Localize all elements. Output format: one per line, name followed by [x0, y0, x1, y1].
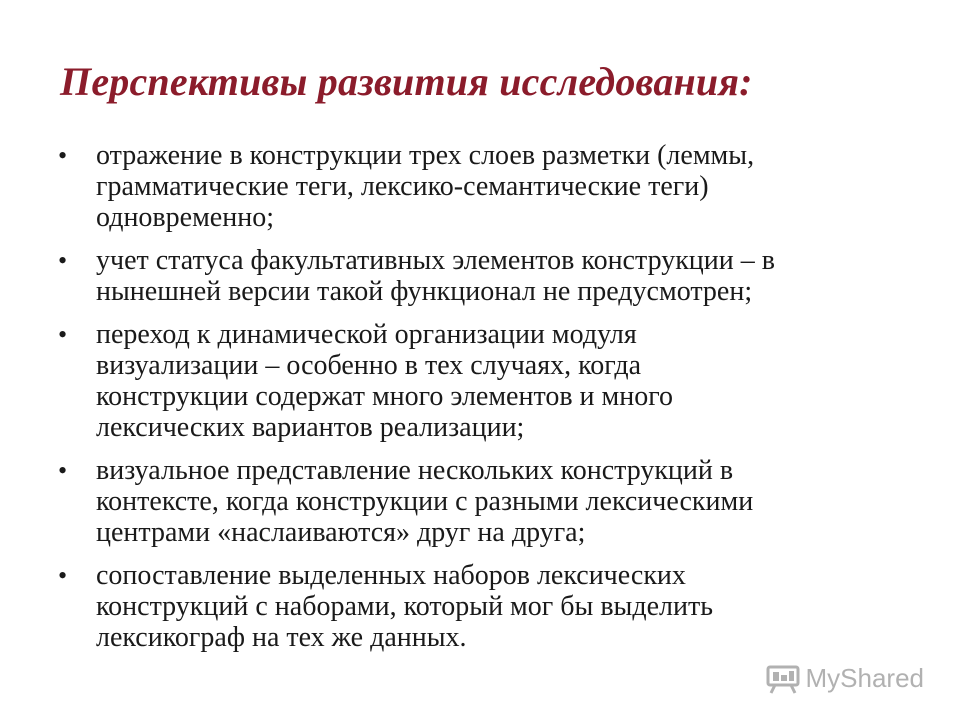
bullet-marker: • [58, 246, 68, 275]
presentation-board-icon [766, 664, 800, 694]
bullet-item [58, 245, 918, 307]
bullet-text: учет статуса факультативных элементов конструкции – в нынешней версии такой функционал не предусмотрен; [96, 245, 775, 307]
bullet-marker: • [58, 456, 68, 485]
bullet-text: переход к динамической организации модуля визуализации – особенно в тех случаях, когда конструкции содержат много элементов и много лексических вариантов реализации; [96, 319, 674, 443]
bullet-item [58, 560, 918, 653]
bullet-item [58, 140, 918, 233]
bullet-item [58, 319, 918, 443]
bullet-list [58, 140, 918, 665]
watermark-text: MyShared [805, 663, 924, 693]
bullet-text: сопоставление выделенных наборов лексических конструкций с наборами, который мог бы выделить лексикограф на тех же данных. [96, 560, 713, 653]
bullet-item [58, 455, 918, 548]
bullet-marker: • [58, 561, 68, 590]
bullet-text: визуальное представление нескольких конструкций в контексте, когда конструкции с разными лексическими центрами «наслаиваются» друг на друга; [96, 455, 754, 548]
bullet-text: отражение в конструкции трех слоев разметки (леммы, грамматические теги, лексико-семантические теги) одновременно; [96, 140, 755, 233]
bullet-marker: • [58, 320, 68, 349]
slide-title: Перспективы развития исследования: [60, 59, 753, 104]
bullet-marker: • [58, 141, 68, 170]
myshared-watermark [766, 663, 925, 694]
